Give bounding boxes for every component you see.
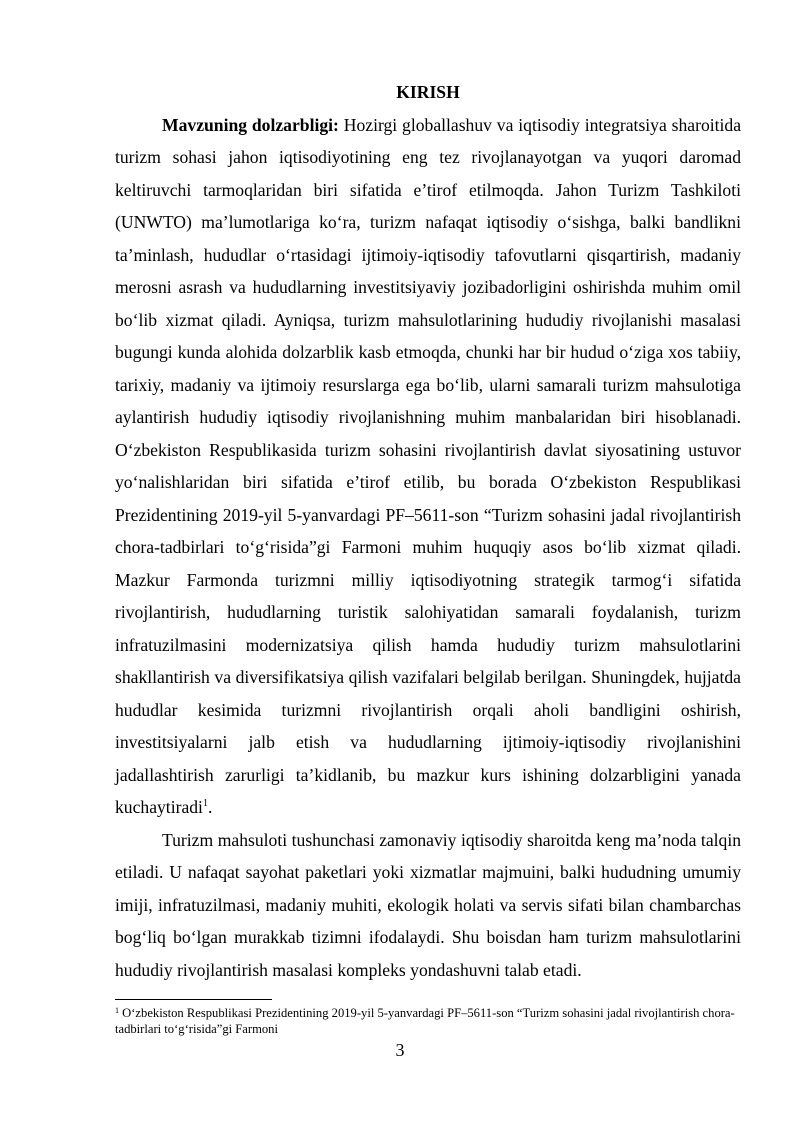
footnote-text: O‘zbekiston Respublikasi Prezidentining 2019-yil 5-yanvardagi PF–5611-son “Turizm sohasini jadal rivojlantirish chora-tadbirlari to‘g‘risida”gi Farmoni — [115, 1006, 735, 1036]
paragraph-end: . — [207, 797, 213, 817]
page-body — [115, 76, 741, 986]
footnote — [115, 1005, 743, 1037]
paragraph-tourism-product: Turizm mahsuloti tushunchasi zamonaviy iqtisodiy sharoitda keng ma’noda talqin etiladi. U nafaqat sayohat paketlari yoki xizmatlar majmuini, balki hududning umumiy imiji, infratuzilmasi, madaniy muhiti, ekologik holati va servis sifati bilan chambarchas bog‘liq bo‘lgan murakkab tizimni ifodalaydi. Shu boisdan ham turizm mahsulotlarini hududiy rivojlantirish masalasi kompleks yondashuvni talab etadi. — [115, 829, 741, 980]
footnote-separator — [115, 999, 272, 1000]
paragraph-relevance — [115, 109, 741, 824]
paragraph-lead: Mavzuning dolzarbligi: — [162, 114, 339, 135]
footnote-marker: 1 — [115, 1006, 119, 1015]
footnote-reference[interactable]: 1 — [202, 798, 208, 809]
section-heading: KIRISH — [396, 82, 460, 102]
paragraph-text: Hozirgi globallashuv va iqtisodiy integratsiya sharoitida turizm sohasi jahon iqtisodiyotining eng tez rivojlanayotgan va yuqori daromad keltiruvchi tarmoqlaridan biri sifatida e’tirof etilmoqda. Jahon Turizm Tashkiloti (UNWTO) ma’lumotlariga ko‘ra, turizm nafaqat iqtisodiy o‘sishga, balki bandlikni ta’minlash, hududlar o‘rtasidagi ijtimoiy-iqtisodiy tafovutlarni qisqartirish, madaniy merosni asrash va hududlarning investitsiyaviy jozibadorligini oshirishda muhim omil bo‘lib xizmat qiladi. Ayniqsa, turizm mahsulotlarining hududiy rivojlanishi masalasi bugungi kunda alohida dolzarblik kasb etmoqda, chunki har bir hudud o‘ziga xos tabiiy, tarixiy, madaniy va ijtimoiy resurslarga ega bo‘lib, ularni samarali turizm mahsulotiga aylantirish hududiy iqtisodiy rivojlanishning muhim manbalaridan biri hisoblanadi. O‘zbekiston Respublikasida turizm sohasini rivojlantirish davlat siyosatining ustuvor yo‘nalishlaridan biri sifatida e’tirof etilib, bu borada O‘zbekiston Respublikasi Prezidentining 2019-yil 5-yanvardagi PF–5611-son “Turizm sohasini jadal rivojlantirish chora-tadbirlari to‘g‘risida”gi Farmoni muhim huquqiy asos bo‘lib xizmat qiladi. Mazkur Farmonda turizmni milliy iqtisodiyotning strategik tarmog‘i sifatida rivojlantirish, hududlarning turistik salohiyatidan samarali foydalanish, turizm infratuzilmasini modernizatsiya qilish hamda hududiy turizm mahsulotlarini shakllantirish va diversifikatsiya qilish vazifalari belgilab berilgan. Shuningdek, hujjatda hududlar kesimida turizmni rivojlantirish orqali aholi bandligini oshirish, investitsiyalarni jalb etish va hududlarning ijtimoiy-iqtisodiy rivojlanishini jadallashtirish zarurligi ta’kidlanib, bu mazkur kurs ishining dolzarbligini yanada kuchaytiradi — [115, 114, 742, 817]
page-number: 3 — [395, 1040, 405, 1060]
